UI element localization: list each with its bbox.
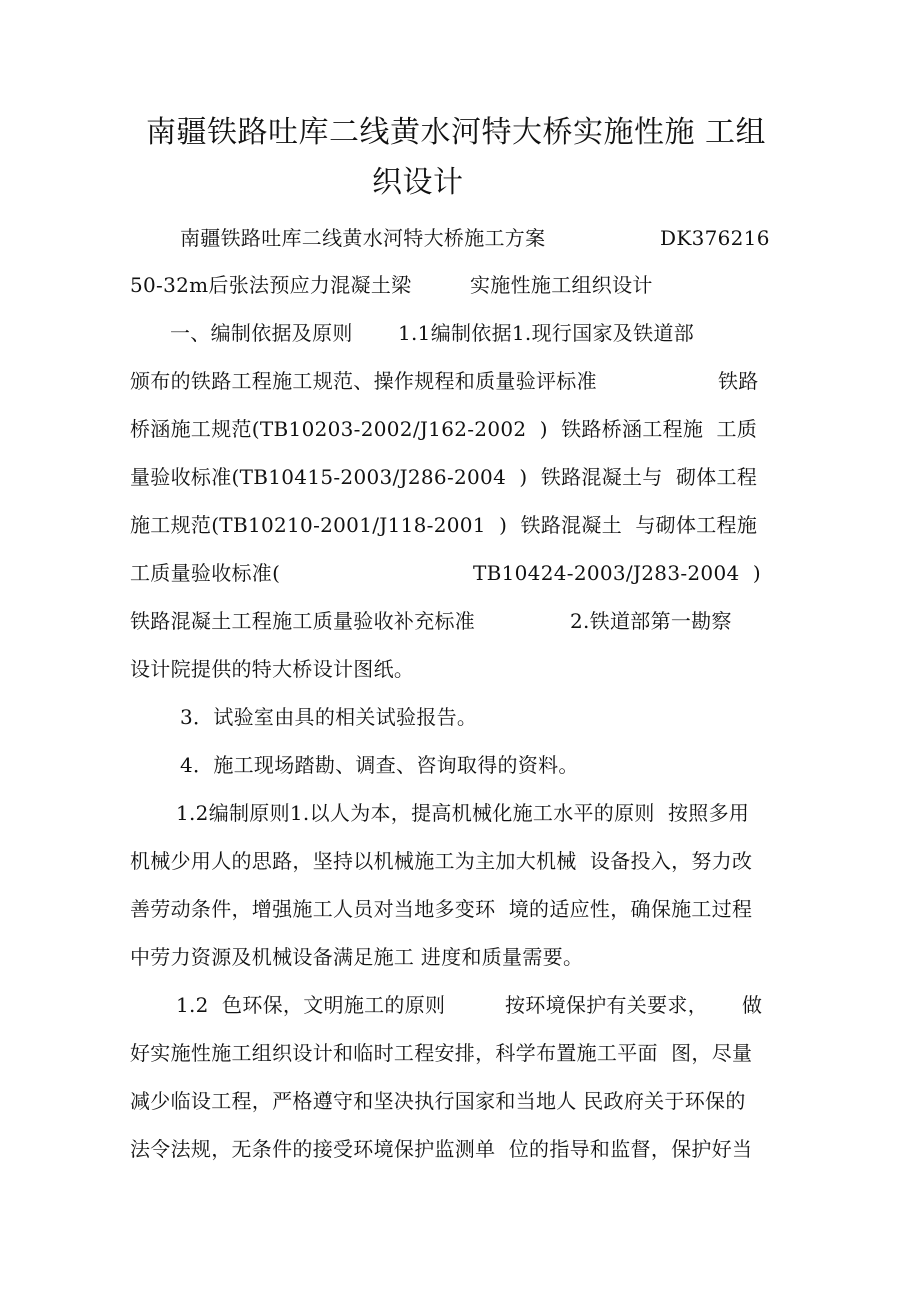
text-line: 法令法规，无条件的接受环境保护监测单 位的指导和监督，保护好当 (130, 1137, 753, 1161)
text-line: 做 (742, 993, 763, 1017)
text-line: 机械少用人的思路，坚持以机械施工为主加大机械 设备投入，努力改 (130, 849, 753, 873)
section-heading: 一、编制依据及原则 (170, 321, 353, 345)
text-line: 50-32m后张法预应力混凝土梁 (130, 273, 412, 297)
text-line: 好实施性施工组织设计和临时工程安排，科学布置施工平面 图，尽量 (130, 1041, 753, 1065)
text-line: DK376216 (660, 226, 770, 250)
text-line: TB10424-2003/J283-2004 ) (473, 561, 761, 585)
text-line: 施工规范(TB10210-2001/J118-2001 ) 铁路混凝土 与砌体工程施 (130, 513, 758, 537)
text-line: 1.2 色环保，文明施工的原则 (176, 993, 446, 1017)
text-line: 颁布的铁路工程施工规范、操作规程和质量验评标准 (130, 369, 597, 393)
document-title-line-1: 南疆铁路吐库二线黄水河特大桥实施性施 工组 (146, 115, 767, 150)
text-line: 减少临设工程，严格遵守和坚决执行国家和当地人 民政府关于环保的 (130, 1089, 746, 1113)
text-line: 量验收标准(TB10415-2003/J286-2004 ) 铁路混凝土与 砌体工程 (130, 465, 758, 489)
text-line: 4．施工现场踏勘、调查、咨询取得的资料。 (180, 753, 579, 777)
text-line: 设计院提供的特大桥设计图纸。 (130, 657, 415, 681)
text-line: 南疆铁路吐库二线黄水河特大桥施工方案 (180, 226, 546, 250)
text-line: 桥涵施工规范(TB10203-2002/J162-2002 ) 铁路桥涵工程施 工质 (130, 417, 758, 441)
text-line: 铁路 (718, 369, 759, 393)
text-line: 1.2编制原则1.以人为本，提高机械化施工水平的原则 按照多用 (176, 801, 750, 825)
text-line: 善劳动条件，增强施工人员对当地多变环 境的适应性，确保施工过程 (130, 897, 753, 921)
text-line: 3．试验室由具的相关试验报告。 (180, 705, 478, 729)
text-line: 实施性施工组织设计 (470, 273, 653, 297)
text-line: 铁路混凝土工程施工质量验收补充标准 (130, 609, 476, 633)
text-line: 中劳力资源及机械设备满足施工 进度和质量需要。 (130, 945, 584, 969)
text-line: 按环境保护有关要求， (505, 993, 708, 1017)
text-line: 1.1编制依据1.现行国家及铁道部 (398, 321, 694, 345)
document-title-line-2: 织设计 (372, 165, 464, 200)
text-line: 2.铁道部第一勘察 (570, 609, 732, 633)
text-line: 工质量验收标准( (130, 561, 281, 585)
